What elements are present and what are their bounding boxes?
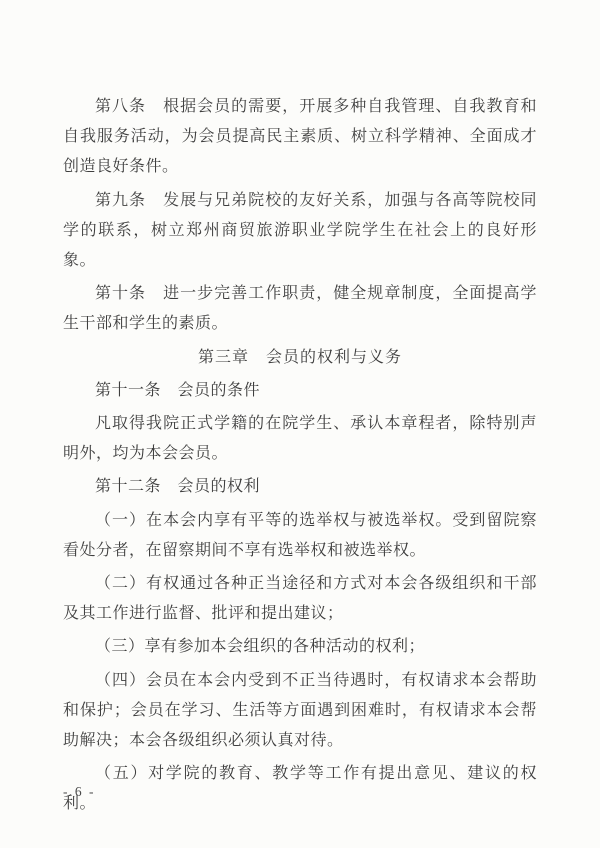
article-12-title: 第十二条 会员的权利	[95, 478, 261, 496]
article-8-paragraph: 第八条 根据会员的需要，开展多种自我管理、自我教育和自我服务活动，为会员提高民主素质、树立科学精神、全面成才创造良好条件。	[63, 98, 537, 176]
article-11-title: 第十一条 会员的条件	[95, 381, 261, 399]
document-text-block	[63, 92, 537, 823]
article-12-clause-5: （五）对学院的教育、教学等工作有提出意见、建议的权利。	[63, 765, 537, 813]
chapter-3-heading: 第三章 会员的权利与义务	[197, 348, 402, 366]
page-number: - 6 -	[63, 784, 96, 799]
article-12-clause-2: （二）有权通过各种正当途径和方式对本会各级组织和干部及其工作进行监督、批评和提出建议；	[63, 575, 537, 623]
article-9-paragraph: 第九条 发展与兄弟院校的友好关系，加强与各高等院校同学的联系，树立郑州商贸旅游职业学院学生在社会上的良好形象。	[63, 191, 537, 270]
article-12-clause-3: （三）享有参加本会组织的各种活动的权利；	[95, 638, 426, 656]
article-10-paragraph: 第十条 进一步完善工作职责，健全规章制度，全面提高学生干部和学生的素质。	[63, 285, 537, 333]
article-12-clause-1: （一）在本会内享有平等的选举权与被选举权。受到留院察看处分者，在留察期间不享有选举权和被选举权。	[63, 511, 537, 559]
article-12-clause-4: （四）会员在本会内受到不正当待遇时，有权请求本会帮助和保护；会员在学习、生活等方面遇到困难时，有权请求本会帮助解决；本会各级组织必须认真对待。	[63, 671, 537, 750]
article-11-body: 凡取得我院正式学籍的在院学生、承认本章程者，除特别声明外，均为本会会员。	[63, 415, 537, 463]
